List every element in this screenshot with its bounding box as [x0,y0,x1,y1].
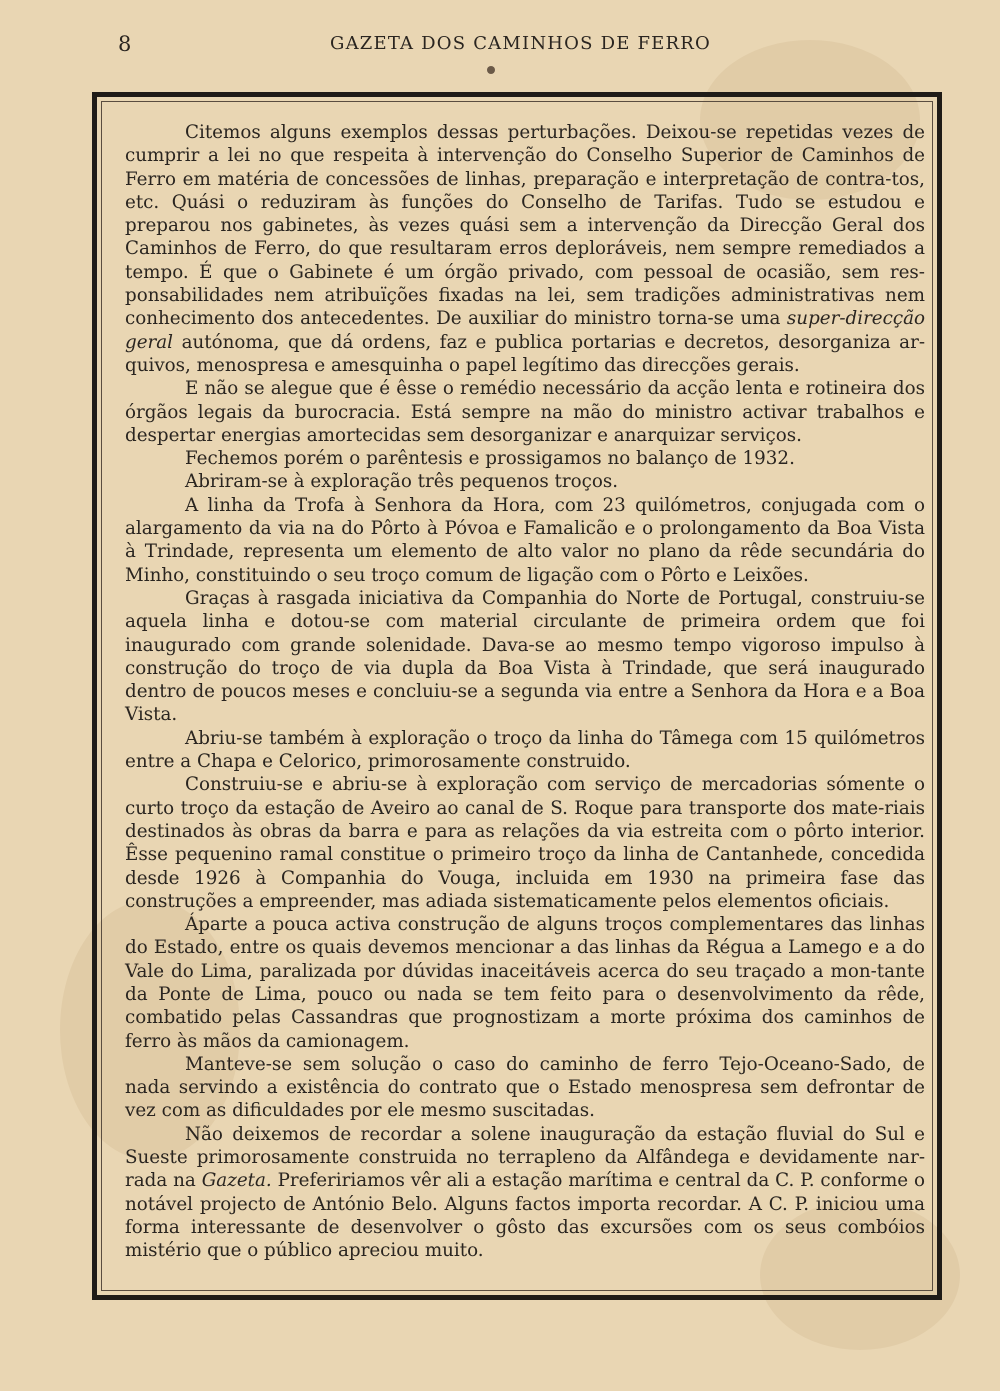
article-body [125,121,925,1263]
page-header [0,30,1000,62]
paragraph-text: Citemos alguns exemplos dessas perturbações. Deixou-se repetidas vezes de cumprir a lei no que respeita à intervenção do Conselho Superior de Caminhos de Ferro em matéria de concessões de linhas, preparação e interpretação de contra-tos, etc. Quási o reduziram às funções do Conselho de Tarifas. Tudo se estudou e preparou nos gabinetes, às vezes quási sem a intervenção da Direcção Geral dos Caminhos de Ferro, do que resultaram erros deploráveis, nem sempre remediados a tempo. É que o Gabinete é um órgão privado, com pessoal de ocasião, sem res-ponsabilidades nem atribuïções fixadas na lei, sem tradições administrativas nem conhecimento dos antecedentes. De auxiliar do ministro torna-se uma [125,122,925,330]
page-number: 8 [118,32,132,56]
paragraph-text: Não deixemos de recordar a solene inauguração da estação fluvial do Sul e Sueste primorosamente construida no terrapleno da Alfândega e devidamente nar-rada na [125,1123,925,1192]
paragraph-text: autónoma, que dá ordens, faz e publica portarias e decretos, desorganiza ar-quivos, menospresa e amesquinha o papel legítimo das direcções gerais. [125,331,925,376]
header-ornament [487,66,495,74]
paragraph: Abriram-se à exploração três pequenos troços. [185,471,619,493]
paragraph: E não se alegue que é êsse o remédio necessário da acção lenta e rotineira dos órgãos legais da burocracia. Está sempre na mão do ministro activar trabalhos e despertar energias amortecidas sem desorganizar e anarquizar serviços. [125,378,925,446]
paragraph-emphasis: super-direcção geral [125,308,926,353]
paragraph-text: Prefeririamos vêr ali a estação marítima e central da C. P. conforme o notável projecto de António Belo. Alguns factos importa recordar. A C. P. iniciou uma forma interessante de desenvolver o gôsto das excursões com os seus combóios mistério que o público apreciou muito. [125,1170,926,1262]
paragraph-emphasis: Gazeta. [201,1170,272,1192]
paragraph [125,121,925,377]
paragraph: Construiu-se e abriu-se à exploração com serviço de mercadorias sómente o curto troço da estação de Aveiro ao canal de S. Roque para transporte dos mate-riais destinados às obras da barra e para as relações da via estreita com o pôrto interior. Êsse pequenino ramal constitue o primeiro troço da linha de Cantanhede, concedida desde 1926 à Companhia do Vouga, incluida em 1930 na primeira fase das construções a empreender, mas adiada sistematicamente pelos elementos oficiais. [125,774,925,912]
paragraph: A linha da Trofa à Senhora da Hora, com 23 quilómetros, conjugada com o alargamento da via na do Pôrto à Póvoa e Famalicão e o prolongamento da Boa Vista à Trindade, representa um elemento de alto valor no plano da rêde secundária do Minho, constituindo o seu troço comum de ligação com o Pôrto e Leixões. [125,494,925,586]
running-title: GAZETA DOS CAMINHOS DE FERRO [330,33,711,54]
paragraph [125,1123,925,1263]
paragraph: Graças à rasgada iniciativa da Companhia do Norte de Portugal, construiu-se aquela linha e dotou-se com material circulante de primeira ordem que foi inaugurado com grande solenidade. Dava-se ao mesmo tempo vigoroso impulso à construção do troço de via dupla da Boa Vista à Trindade, que será inaugurado dentro de poucos meses e concluiu-se a segunda via entre a Senhora da Hora e a Boa Vista. [125,587,925,726]
paragraph: Abriu-se também à exploração o troço da linha do Tâmega com 15 quilómetros entre a Chapa e Celorico, primorosamente construido. [125,727,925,773]
paragraph: Áparte a pouca activa construção de alguns troços complementares das linhas do Estado, entre os quais devemos mencionar a das linhas da Régua a Lamego e a do Vale do Lima, paralizada por dúvidas inaceitáveis acerca do seu traçado a mon-tante da Ponte de Lima, pouco ou nada se tem feito para o desenvolvimento da rêde, combatido pelas Cassandras que prognostizam a morte próxima dos caminhos de ferro às mãos da camionagem. [125,914,925,1052]
paragraph: Fechemos porém o parêntesis e prossigamos no balanço de 1932. [185,448,795,470]
paragraph: Manteve-se sem solução o caso do caminho de ferro Tejo-Oceano-Sado, de nada servindo a existência do contrato que o Estado menospresa sem defrontar de vez com as dificuldades por ele mesmo suscitadas. [125,1053,925,1122]
